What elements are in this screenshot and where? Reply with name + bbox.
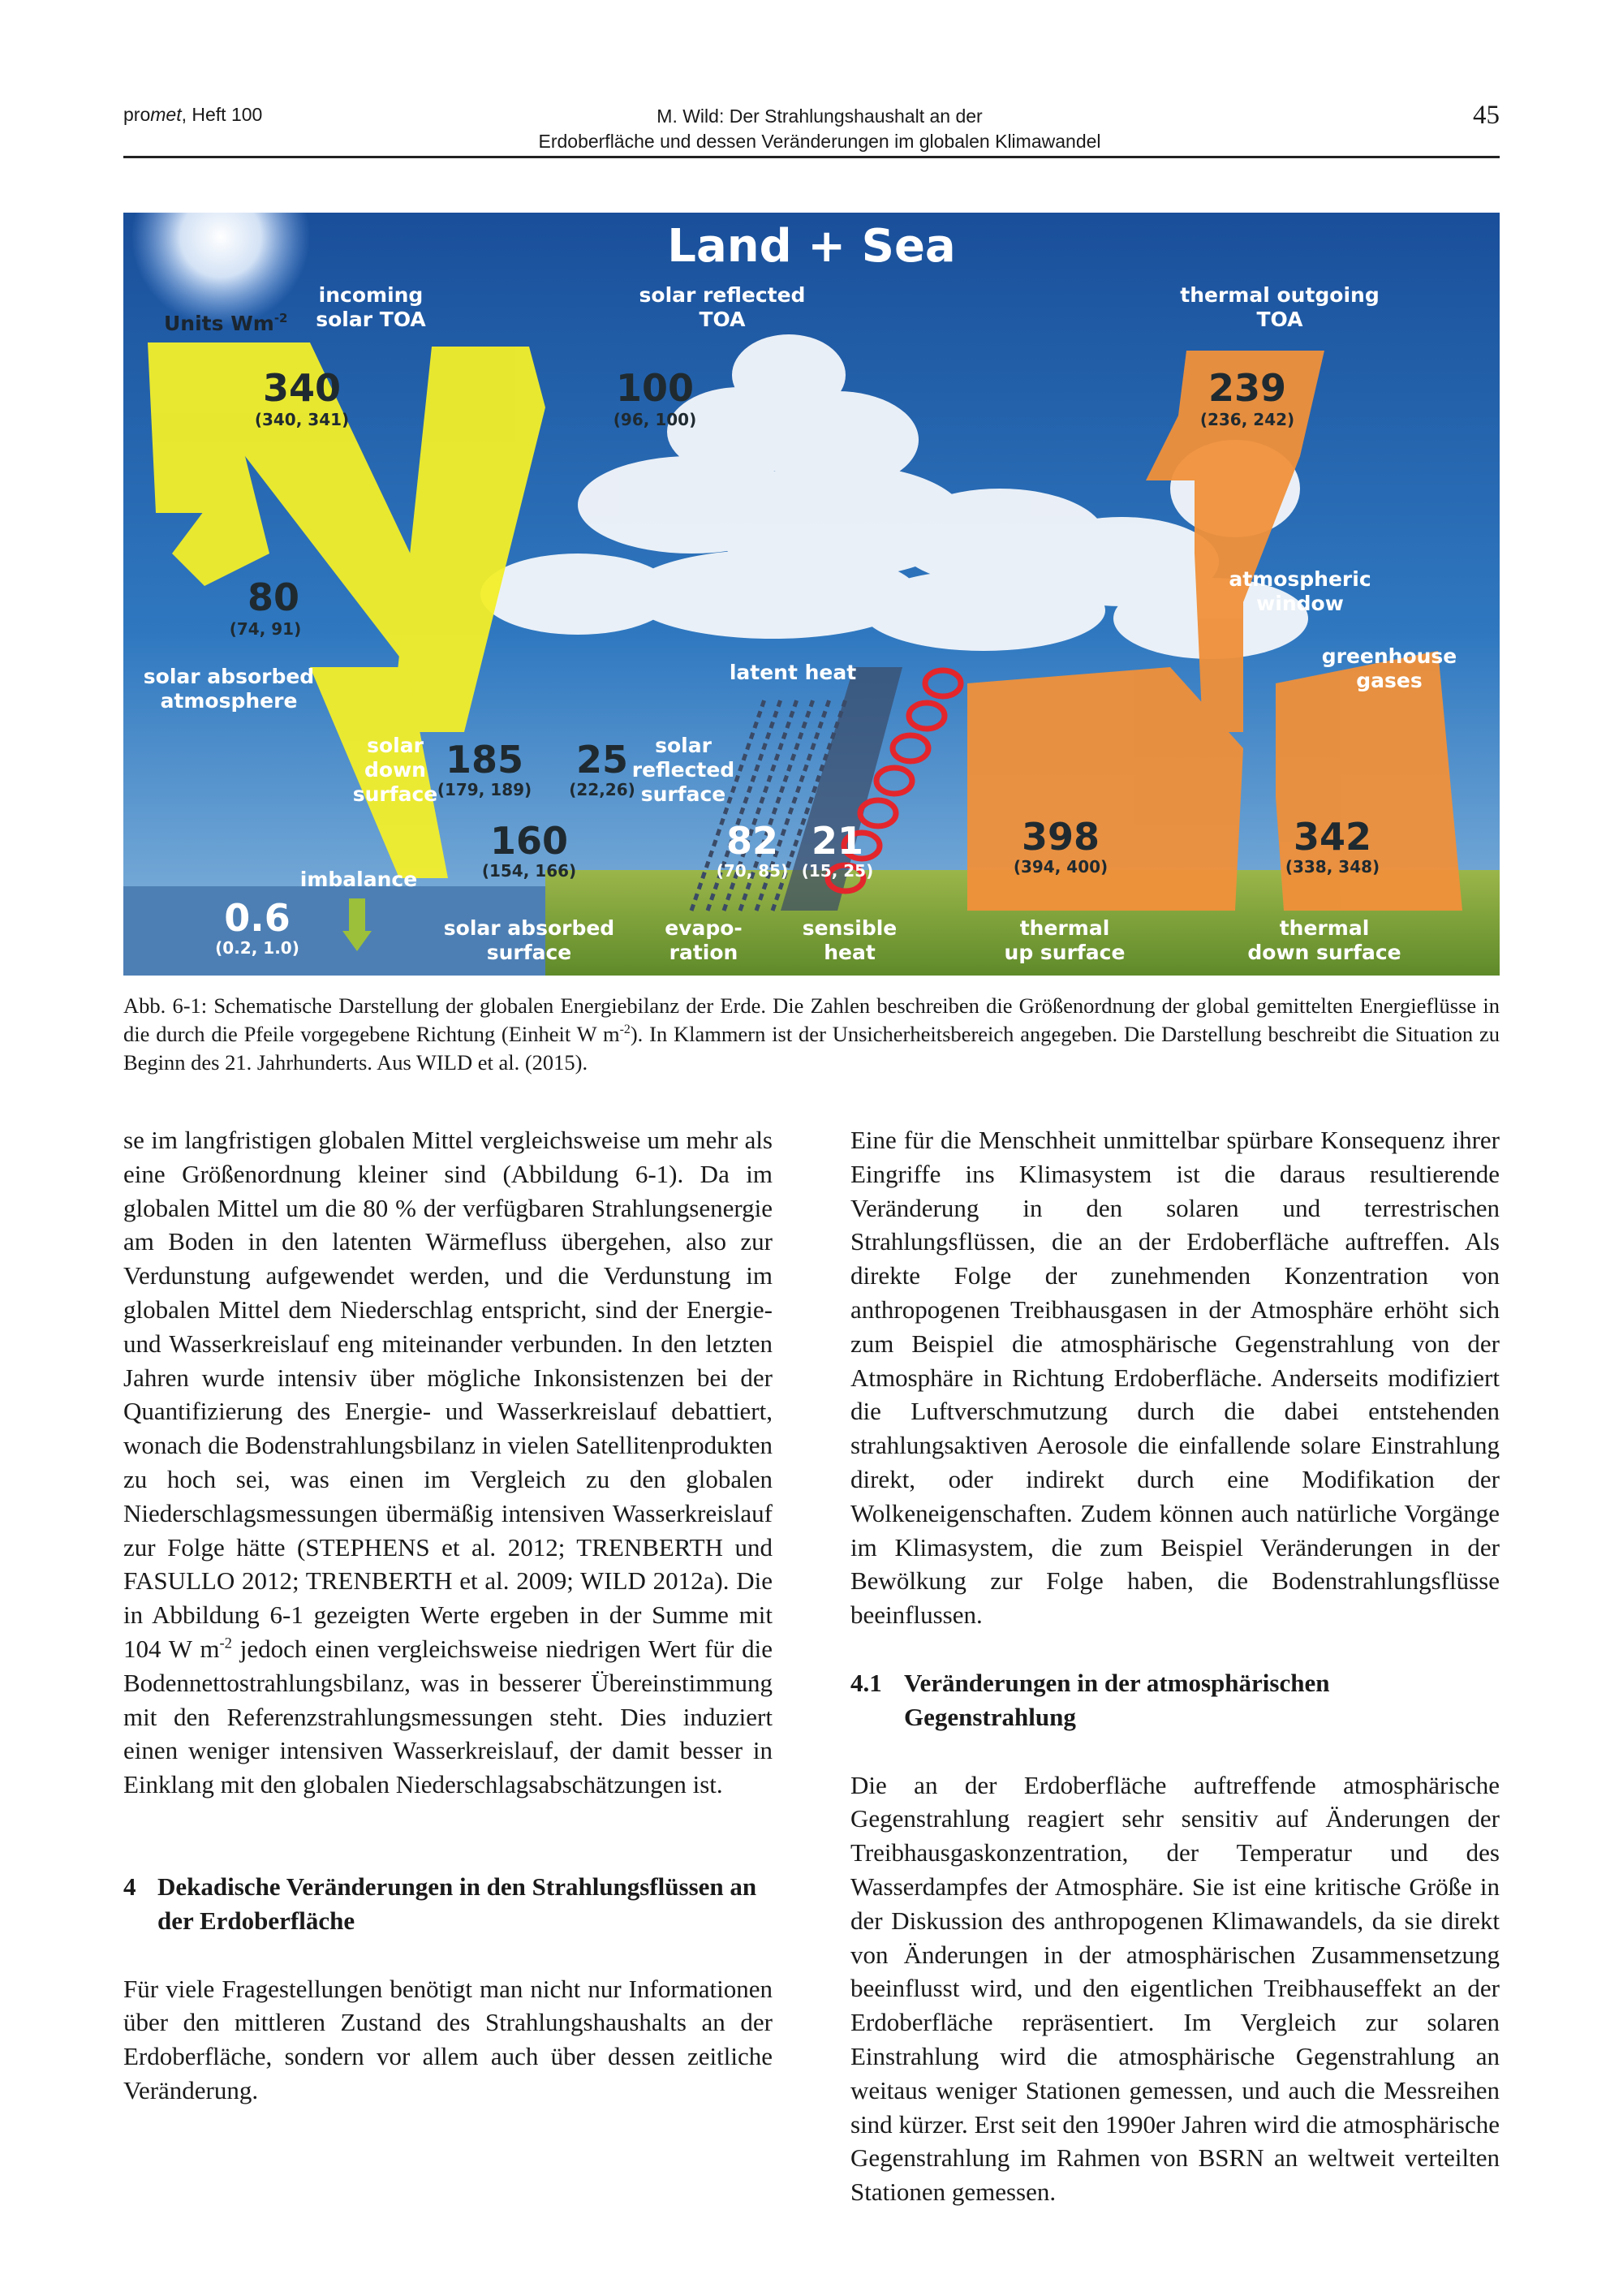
range-21: (15, 25) bbox=[801, 861, 874, 881]
left-column bbox=[123, 1123, 773, 2108]
label-thermal-up: thermal up surface bbox=[1004, 916, 1126, 964]
label-window: atmospheric window bbox=[1229, 567, 1371, 615]
value-80: 80 bbox=[247, 575, 300, 619]
left-paragraph-1: se im langfristigen globalen Mittel vergleichsweise um mehr als eine Größenordnung kleiner sind (Abbildung 6-1). Da im globalen Mittel um die 80 % der verfügbaren Strahlungsenergie am Boden in den latenten Wärmefluss übergehen, also zur Verdunstung aufgewendet werden, und die Verdunstung im globalen Mittel dem Niederschlag entspricht, sind der Energie- und Wasserkreislauf eng miteinander verbunden. In den letzten Jahren wurde intensiv über mögliche Inkonsistenzen bei der Quantifizierung des Energie- und Wasserkreislauf debattiert, wonach die Bodenstrahlungsbilanz in vielen Satellitenprodukten zu hoch sei, was einen im Vergleich zu den globalen Niederschlagsmessungen übermäßig intensiven Wasserkreislauf zur Folge hätte (STEPHENS et al. 2012; TRENBERTH und FASULLO 2012; TRENBERTH et al. 2009; WILD 2012a). Die in Abbildung 6-1 gezeigten Werte ergeben in der Summe mit 104 W $m^{-2}$ jedoch einen vergleichsweise niedrigen Wert für die Bodennettostrahlungsbilanz, was in besserer Übereinstimmung mit den Referenzstrahlungsmessungen steht. Dies induziert einen weniger intensiven Wasserkreislauf, der damit besser in Einklang mit den globalen Niederschlagsabschätzungen ist. bbox=[123, 1126, 773, 1799]
running-title-line1: M. Wild: Der Strahlungshaushalt an der bbox=[657, 106, 983, 127]
running-title-line2: Erdoberfläche und dessen Veränderungen im globalen Klimawandel bbox=[538, 131, 1101, 152]
value-100: 100 bbox=[615, 366, 695, 410]
journal-name: promet, Heft 100 bbox=[123, 104, 263, 125]
range-160: (154, 166) bbox=[481, 861, 577, 881]
range-185: (179, 189) bbox=[437, 780, 532, 799]
label-sensible: sensible heat bbox=[802, 916, 898, 964]
range-25: (22,26) bbox=[569, 780, 635, 799]
range-239: (236, 242) bbox=[1199, 410, 1295, 429]
header-rule bbox=[123, 156, 1500, 158]
page-number: 45 bbox=[1473, 101, 1500, 130]
label-refl-sfc: solar reflected surface bbox=[631, 734, 735, 806]
value-239: 239 bbox=[1208, 366, 1287, 410]
section-4-1-title: Veränderungen in der atmosphärischen Gegenstrahlung bbox=[904, 1668, 1330, 1731]
label-thermal-toa: thermal outgoing TOA bbox=[1180, 283, 1380, 331]
value-340: 340 bbox=[262, 366, 342, 410]
section-4-number: 4 bbox=[123, 1872, 136, 1901]
value-82: 82 bbox=[725, 819, 779, 863]
left-paragraph-2: Für viele Fragestellungen benötigt man nicht nur Informationen über den mittleren Zustand des Strahlungshaushalts an der Erdoberfläche, sondern vor allem auch über dessen zeitliche Veränderung. bbox=[123, 1974, 773, 2104]
section-4-1-heading bbox=[850, 1666, 1500, 1734]
label-imbalance: imbalance bbox=[299, 868, 418, 891]
range-imbalance: (0.2, 1.0) bbox=[215, 938, 299, 958]
section-4-heading bbox=[123, 1870, 773, 1938]
value-imbalance: 0.6 bbox=[224, 896, 291, 940]
label-abs-sfc: solar absorbed surface bbox=[443, 916, 615, 964]
energy-balance-figure bbox=[123, 213, 1500, 976]
range-342: (338, 348) bbox=[1285, 857, 1380, 877]
right-paragraph-2: Die an der Erdoberfläche auftreffende atmosphärische Gegenstrahlung reagiert sehr sensitiv auf Änderungen der Treibhausgaskonzentration, der Temperatur und des Wasserdampfes der Atmosphäre. Sie ist eine kritische Größe in der Diskussion des anthropogenen Klimawandels, da sie direkt von Änderungen in der atmosphärischen Zusammensetzung beeinflusst wird, und den eigentlichen Treibhauseffekt an der Erdoberfläche repräsentiert. Im Vergleich zur solaren Einstrahlung wird die atmosphärische Gegenstrahlung an weitaus weniger Stationen gemessen, und auch die Messreihen sind kürzer. Erst seit den 1990er Jahren wird die atmosphärische Gegenstrahlung im Rahmen von BSRN an weltweit verteilten Stationen gemessen. bbox=[850, 1770, 1500, 2207]
label-latent-heat: latent heat bbox=[729, 661, 857, 684]
label-incoming: incoming solar TOA bbox=[316, 283, 426, 331]
label-ghg: greenhouse gases bbox=[1321, 644, 1457, 692]
value-25: 25 bbox=[575, 738, 629, 782]
figure-title: Land + Sea bbox=[667, 220, 956, 273]
imbalance-arrow bbox=[349, 898, 365, 931]
range-398: (394, 400) bbox=[1013, 857, 1109, 877]
value-398: 398 bbox=[1021, 815, 1100, 859]
label-reflected-toa: solar reflected TOA bbox=[639, 283, 806, 331]
value-21: 21 bbox=[811, 819, 864, 863]
value-160: 160 bbox=[489, 819, 569, 863]
section-4-title: Dekadische Veränderungen in den Strahlungsflüssen an der Erdoberfläche bbox=[157, 1872, 757, 1935]
label-evap: evapo-ration bbox=[665, 916, 743, 964]
value-342: 342 bbox=[1293, 815, 1372, 859]
label-abs-atm: solar absorbed atmosphere bbox=[143, 665, 315, 713]
value-185: 185 bbox=[445, 738, 524, 782]
section-4-1-number: 4.1 bbox=[850, 1668, 882, 1697]
label-solar-down: solar down surface bbox=[352, 734, 438, 806]
right-paragraph-1: Eine für die Menschheit unmittelbar spürbare Konsequenz ihrer Eingriffe ins Klimasystem ist die daraus resultierende Veränderung in den solaren und terrestrischen Strahlungsflüssen, die an der Erdoberfläche auftreffen. Als direkte Folge der zunehmenden Konzentration von anthropogenen Treibhausgasen in der Atmosphäre erhöht sich zum Beispiel die atmosphärische Gegenstrahlung von der Atmosphäre in Richtung Erdoberfläche. Anderseits modifiziert die Luftverschmutzung durch die dabei entstehenden strahlungsaktiven Aerosole die einfallende solare Einstrahlung direkt, oder indirekt durch eine Modifikation der Wolkeneigenschaften. Zudem können auch natürliche Vorgänge im Klimasystem, die zum Beispiel Veränderungen in der Bewölkung zur Folge haben, die Bodenstrahlungsflüsse beeinflussen. bbox=[850, 1126, 1500, 1630]
running-title bbox=[454, 104, 1185, 154]
range-80: (74, 91) bbox=[229, 619, 302, 639]
figure-caption: Abb. 6-1: Schematische Darstellung der globalen Energiebilanz der Erde. Die Zahlen beschreiben die Größenordnung der global gemittelten Energieflüsse in die durch die Pfeile vorgegebene Richtung (Einheit W $m^{-2}$). In Klammern ist der Unsicherheitsbereich angegeben. Die Darstellung beschreibt die Situation zu Beginn des 21. Jahrhunderts. Aus WILD et al. (2015). bbox=[123, 993, 1500, 1075]
right-column bbox=[850, 1123, 1500, 2209]
range-82: (70, 85) bbox=[716, 861, 789, 881]
range-100: (96, 100) bbox=[613, 410, 697, 429]
label-thermal-down: thermal down surface bbox=[1247, 916, 1401, 964]
range-340: (340, 341) bbox=[254, 410, 350, 429]
units-label: Units $Wm^{-2}$ bbox=[164, 311, 288, 335]
